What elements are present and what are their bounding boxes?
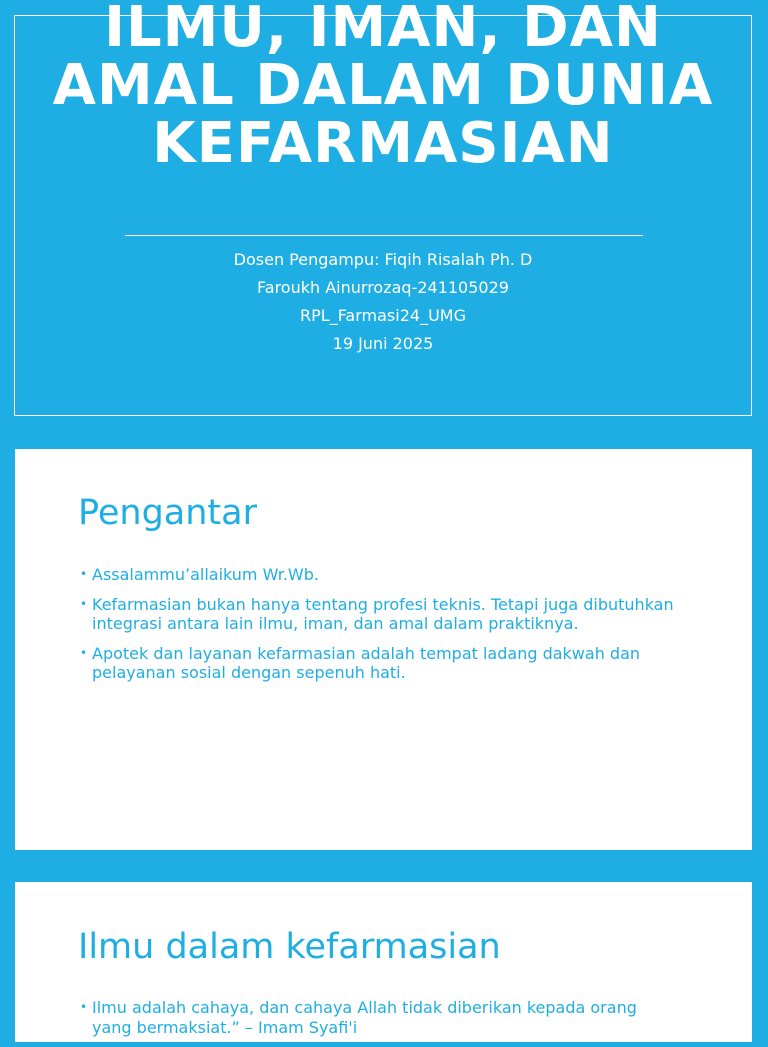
slide-heading: Ilmu dalam kefarmasian	[78, 927, 501, 967]
slide-ilmu	[15, 882, 752, 1042]
date-line: 19 Juni 2025	[332, 334, 434, 353]
title-slide	[14, 0, 752, 416]
slide-pengantar	[15, 449, 752, 850]
bullet-item	[78, 565, 678, 585]
bullet-item	[78, 998, 678, 1037]
slide-heading: Pengantar	[78, 493, 257, 533]
lecturer-line: Dosen Pengampu: Fiqih Risalah Ph. D	[233, 250, 533, 269]
bullet-list	[78, 998, 678, 1047]
bullet-text: Assalammu’allaikum Wr.Wb.	[92, 565, 319, 584]
bullet-item	[78, 644, 678, 683]
class-line: RPL_Farmasi24_UMG	[300, 306, 466, 325]
bullet-icon: •	[80, 1000, 88, 1014]
bullet-text: Ilmu adalah cahaya, dan cahaya Allah tidak diberikan kepada orang yang bermaksiat.” – Imam Syafi'i	[92, 998, 637, 1037]
student-line: Faroukh Ainurrozaq-241105029	[257, 278, 509, 297]
bullet-text: Apotek dan layanan kefarmasian adalah tempat ladang dakwah dan pelayanan sosial dengan sepenuh hati.	[92, 643, 641, 682]
title-divider	[125, 235, 643, 236]
bullet-icon: •	[80, 567, 88, 581]
bullet-icon: •	[80, 645, 88, 660]
bullet-list	[78, 565, 678, 693]
bullet-item	[78, 595, 678, 634]
title-subtitle	[15, 246, 751, 358]
presentation-title: ILMU, IMAN, DAN AMAL DALAM DUNIA KEFARMASIAN	[52, 0, 714, 176]
bullet-text: Kefarmasian bukan hanya tentang profesi teknis. Tetapi juga dibutuhkan integrasi antara lain ilmu, iman, dan amal dalam praktiknya.	[92, 594, 674, 633]
bullet-icon: •	[80, 596, 88, 611]
